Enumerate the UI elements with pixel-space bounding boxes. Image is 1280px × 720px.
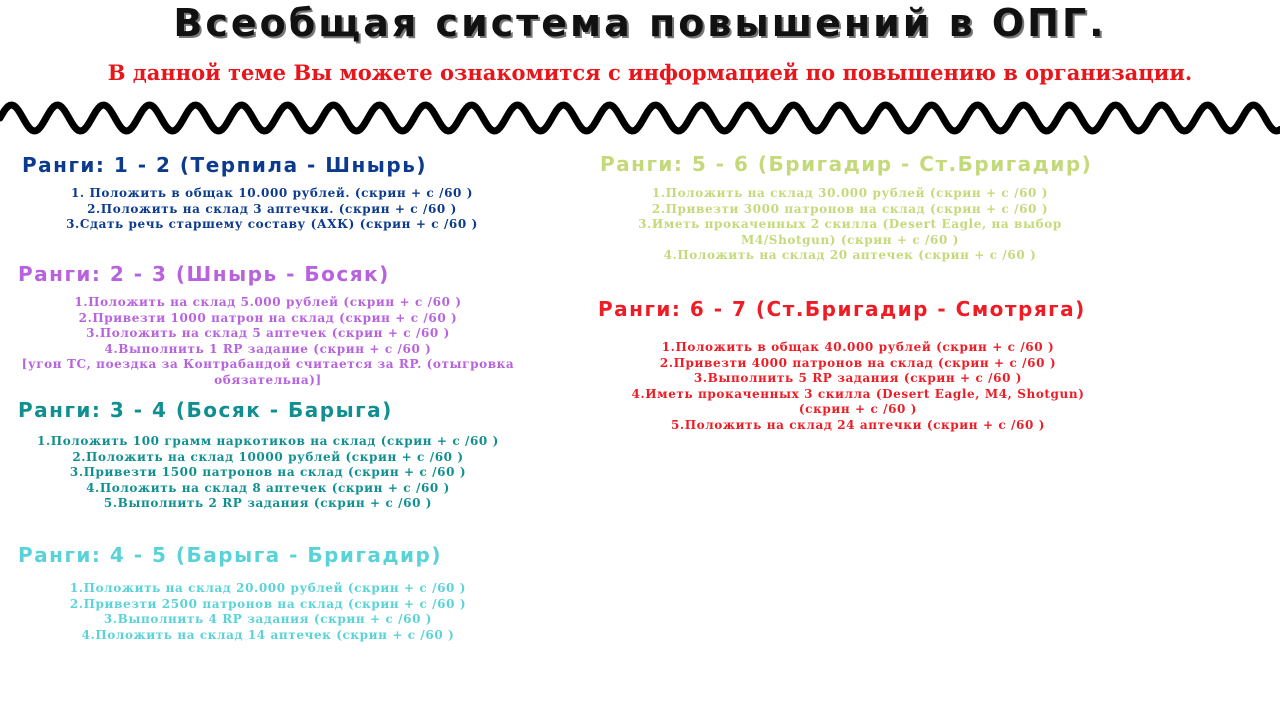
rank-title: Ранги: 6 - 7 (Ст.Бригадир - Смотряга) [598, 297, 1086, 321]
requirement-item: 2.Положить на склад 3 аптечки. (скрин + с /60 ) [87, 201, 457, 216]
requirement-item: 1.Положить на склад 5.000 рублей (скрин + с /60 ) [74, 295, 462, 309]
rank-requirements [22, 186, 522, 233]
requirement-item: 3.Выполнить 5 RP задания (скрин + с /60 ) [693, 371, 1023, 385]
requirement-item: 4.Положить на склад 20 аптечек (скрин + с /60 ) [663, 248, 1037, 262]
requirement-item: 2.Положить на склад 10000 рублей (скрин + с /60 ) [72, 449, 464, 464]
requirement-item: 2.Привезти 3000 патронов на склад (скрин + с /60 ) [651, 201, 1049, 216]
requirement-note: [угон ТС, поездка за Контрабандой считается за RP. (отыгровка обязательна)] [21, 357, 515, 387]
rank-requirements [608, 340, 1108, 433]
rank-title: Ранги: 3 - 4 (Босяк - Барыга) [18, 398, 393, 422]
requirement-item: 1. Положить в общак 10.000 рублей. (скрин + с /60 ) [70, 186, 474, 200]
page-subtitle: В данной теме Вы можете ознакомится с информацией по повышению в организации. [107, 60, 1193, 85]
requirement-item: 4.Положить на склад 14 аптечек (скрин + с /60 ) [81, 627, 455, 642]
rank-title: Ранги: 1 - 2 (Терпила - Шнырь) [22, 153, 427, 177]
rank-requirements [18, 295, 518, 388]
requirement-item: 1.Положить в общак 40.000 рублей (скрин + с /60 ) [661, 340, 1055, 354]
requirement-item: 3.Положить на склад 5 аптечек (скрин + с /60 ) [86, 326, 450, 340]
rank-title: Ранги: 5 - 6 (Бригадир - Ст.Бригадир) [600, 152, 1093, 176]
requirement-item: 2.Привезти 1000 патрон на склад (скрин + с /60 ) [78, 310, 458, 325]
requirement-item: 3.Сдать речь старшему составу (АХК) (скрин + с /60 ) [66, 217, 478, 231]
rank-requirements [590, 186, 1110, 264]
rank-block-4-5 [18, 542, 467, 642]
page-title: Всеобщая система повышений в ОПГ. [173, 1, 1107, 45]
requirement-item: 3.Иметь прокаченных 2 скилла (Desert Eagle, на выбор M4/Shotgun) (скрин + с /60 ) [638, 217, 1062, 247]
rank-block-5-6 [600, 151, 1093, 262]
requirement-item: 1.Положить на склад 30.000 рублей (скрин + с /60 ) [651, 186, 1049, 200]
rank-requirements [18, 581, 518, 643]
requirement-item: 4.Выполнить 1 RP задание (скрин + с /60 ) [104, 341, 432, 356]
rank-title: Ранги: 4 - 5 (Барыга - Бригадир) [18, 543, 443, 567]
requirement-item: 2.Привезти 2500 патронов на склад (скрин + с /60 ) [69, 596, 467, 611]
rank-block-6-7 [598, 296, 1086, 432]
rank-requirements [18, 434, 518, 512]
requirement-item: 3.Выполнить 4 RP задания (скрин + с /60 ) [103, 612, 433, 626]
requirement-item: 5.Положить на склад 24 аптечки (скрин + с /60 ) [670, 417, 1045, 432]
requirement-item: 5.Выполнить 2 RP задания (скрин + с /60 ) [103, 496, 433, 510]
rank-block-2-3 [18, 261, 515, 387]
requirement-item: 1.Положить 100 грамм наркотиков на склад (скрин + с /60 ) [37, 434, 499, 448]
wave-divider [0, 98, 1280, 138]
requirement-item: 3.Привезти 1500 патронов на склад (скрин + с /60 ) [69, 465, 467, 479]
rank-block-3-4 [18, 397, 499, 510]
rank-block-1-2 [22, 152, 478, 231]
requirement-item: 1.Положить на склад 20.000 рублей (скрин + с /60 ) [69, 581, 467, 595]
requirement-item: 4.Иметь прокаченных 3 скилла (Desert Eagle, M4, Shotgun) (скрин + с /60 ) [631, 386, 1085, 416]
rank-title: Ранги: 2 - 3 (Шнырь - Босяк) [18, 262, 390, 286]
requirement-item: 4.Положить на склад 8 аптечек (скрин + с /60 ) [86, 480, 450, 495]
requirement-item: 2.Привезти 4000 патронов на склад (скрин + с /60 ) [659, 355, 1057, 370]
